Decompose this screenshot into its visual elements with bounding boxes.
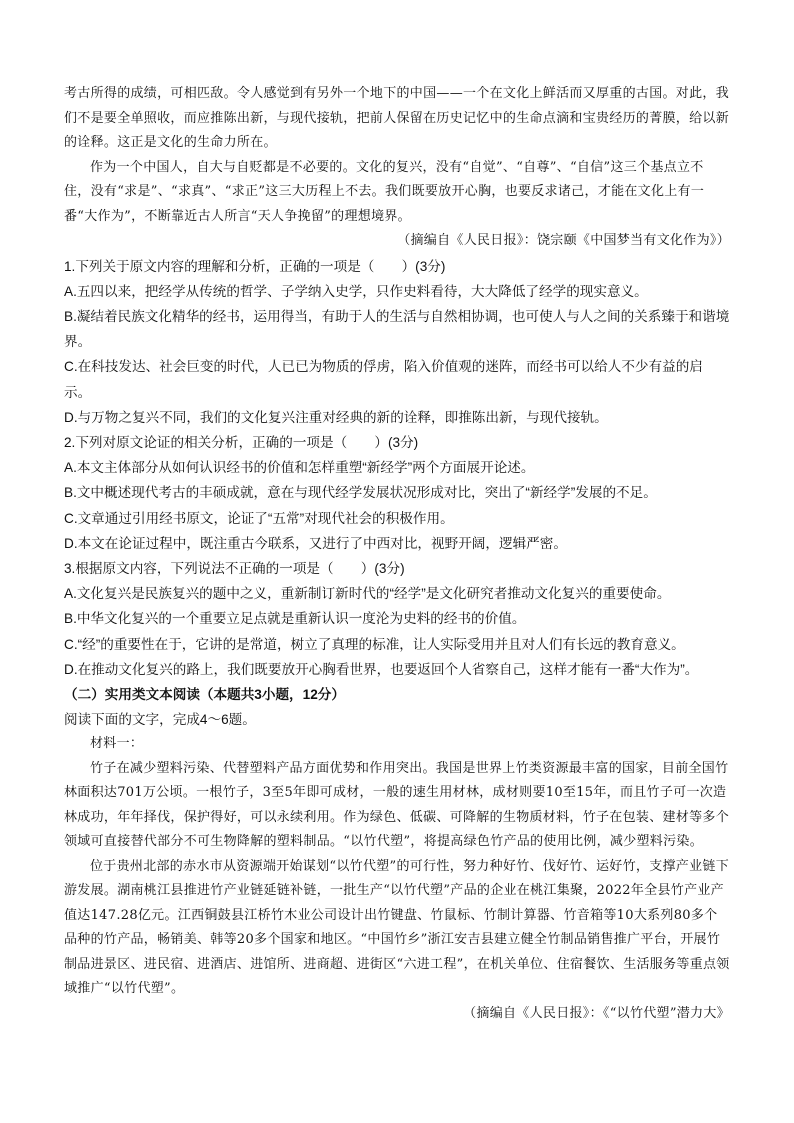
question-3	[64, 556, 730, 682]
question-stem: 2.下列对原文论证的相关分析，正确的一项是（ ）(3分)	[64, 434, 419, 450]
option-b: B.文中概述现代考古的丰硕成就，意在与现代经学发展状况形成对比，突出了“新经学”发展的不足。	[64, 485, 657, 501]
question-2	[64, 430, 730, 556]
question-1	[64, 254, 730, 430]
passage-paragraph: 作为一个中国人，自大与自贬都是不必要的。文化的复兴，没有“自觉”、“自尊”、“自信”这三个基点立不住，没有“求是”、“求真”、“求正”这三大历程上不去。我们既要放开心胸，也要反求诸己，才能在文化上有一番“大作为”，不断靠近古人所言“天人争挽留”的理想境界。	[64, 159, 705, 224]
option-a: A.五四以来，把经学从传统的哲学、子学纳入史学，只作史料看待，大大降低了经学的现实意义。	[64, 283, 648, 299]
option-c: C.“经”的重要性在于，它讲的是常道，树立了真理的标准，让人实际受用并且对人们有长远的教育意义。	[64, 636, 685, 652]
option-a: A.文化复兴是民族复兴的题中之义，重新制订新时代的“经学”是文化研究者推动文化复兴的重要使命。	[64, 586, 671, 602]
option-c: C.文章通过引用经书原文，论证了“五常”对现代社会的积极作用。	[64, 510, 454, 526]
option-b: B.凝结着民族文化精华的经书，运用得当，有助于人的生活与自然相协调，也可使人与人之间的关系臻于和谐境界。	[64, 308, 730, 350]
option-a: A.本文主体部分从如何认识经书的价值和怎样重塑“新经学”两个方面展开论述。	[64, 460, 535, 476]
passage-source: （摘编自《人民日报》：饶宗颐《中国梦当有文化作为》）	[397, 233, 730, 248]
question-stem: 1.下列关于原文内容的理解和分析，正确的一项是（ ）(3分)	[64, 258, 446, 274]
option-b: B.中华文化复兴的一个重要立足点就是重新认识一度沦为史料的经书的价值。	[64, 611, 526, 627]
option-d: D.本文在论证过程中，既注重古今联系，又进行了中西对比，视野开阔，逻辑严密。	[64, 535, 567, 551]
question-stem: 3.根据原文内容，下列说法不正确的一项是（ ）(3分)	[64, 560, 405, 576]
material-source: （摘编自《人民日报》：《“以竹代塑”潜力大》	[463, 1005, 730, 1021]
passage-paragraph: 考古所得的成绩，可相匹敌。令人感觉到有另外一个地下的中国——一个在文化上鲜活而又厚重的古国。对此，我们不是要全单照收，而应推陈出新，与现代接轨，把前人保留在历史记忆中的生命点滴和宝贵经历的菁膜，给以新的诠释。这正是文化的生命力所在。	[64, 86, 730, 150]
material-one	[64, 732, 730, 1026]
material-label: 材料一：	[90, 736, 144, 752]
section-instruction: 阅读下面的文字，完成4～6题。	[64, 712, 256, 728]
option-c: C.在科技发达、社会巨变的时代，人已已为物质的俘虏，陷入价值观的迷阵，而经书可以给人不少有益的启示。	[64, 359, 703, 400]
passage-continuation	[64, 82, 730, 254]
material-paragraph: 位于贵州北部的赤水市从资源端开始谋划“以竹代塑”的可行性，努力种好竹、伐好竹、运好竹，支撑产业链下游发展。湖南桃江县推进竹产业链延链补链，一批生产“以竹代塑”产品的企业在桃江集聚，2022年全县竹产业产值达147.28亿元。江西铜鼓县江桥竹木业公司设计出竹键盘、竹鼠标、竹制计算器、竹音箱等10大系列80多个品种的竹产品，畅销美、韩等20多个国家和地区。“中国竹乡”浙江安吉县建立健全竹制品销售推广平台，开展竹制品进景区、进民宿、进酒店、进馆所、进商超、进街区“六进工程”，在机关单位、住宿餐饮、生活服务等重点领域推广“以竹代塑”。	[64, 858, 730, 997]
material-paragraph: 竹子在减少塑料污染、代替塑料产品方面优势和作用突出。我国是世界上竹类资源最丰富的国家，目前全国竹林面积达701万公顷。一根竹子，3至5年即可成材，一般的速生用材林，成材则要10至15年，而且竹子可一次造林成功，年年择伐，保护得好，可以永续利用。作为绿色、低碳、可降解的生物质材料，竹子在包装、建材等多个领域可直接替代部分不可生物降解的塑料制品。“以竹代塑”，将提高绿色竹产品的使用比例，减少塑料污染。	[64, 760, 730, 850]
option-d: D.与万物之复兴不同，我们的文化复兴注重对经典的新的诠释，即推陈出新，与现代接轨。	[64, 409, 608, 425]
section-2-header	[64, 682, 730, 732]
option-d: D.在推动文化复兴的路上，我们既要放开心胸看世界，也要返回个人省察自己，这样才能有一番“大作为”。	[64, 661, 699, 677]
section-heading: （二）实用类文本阅读（本题共3小题，12分）	[64, 686, 345, 702]
